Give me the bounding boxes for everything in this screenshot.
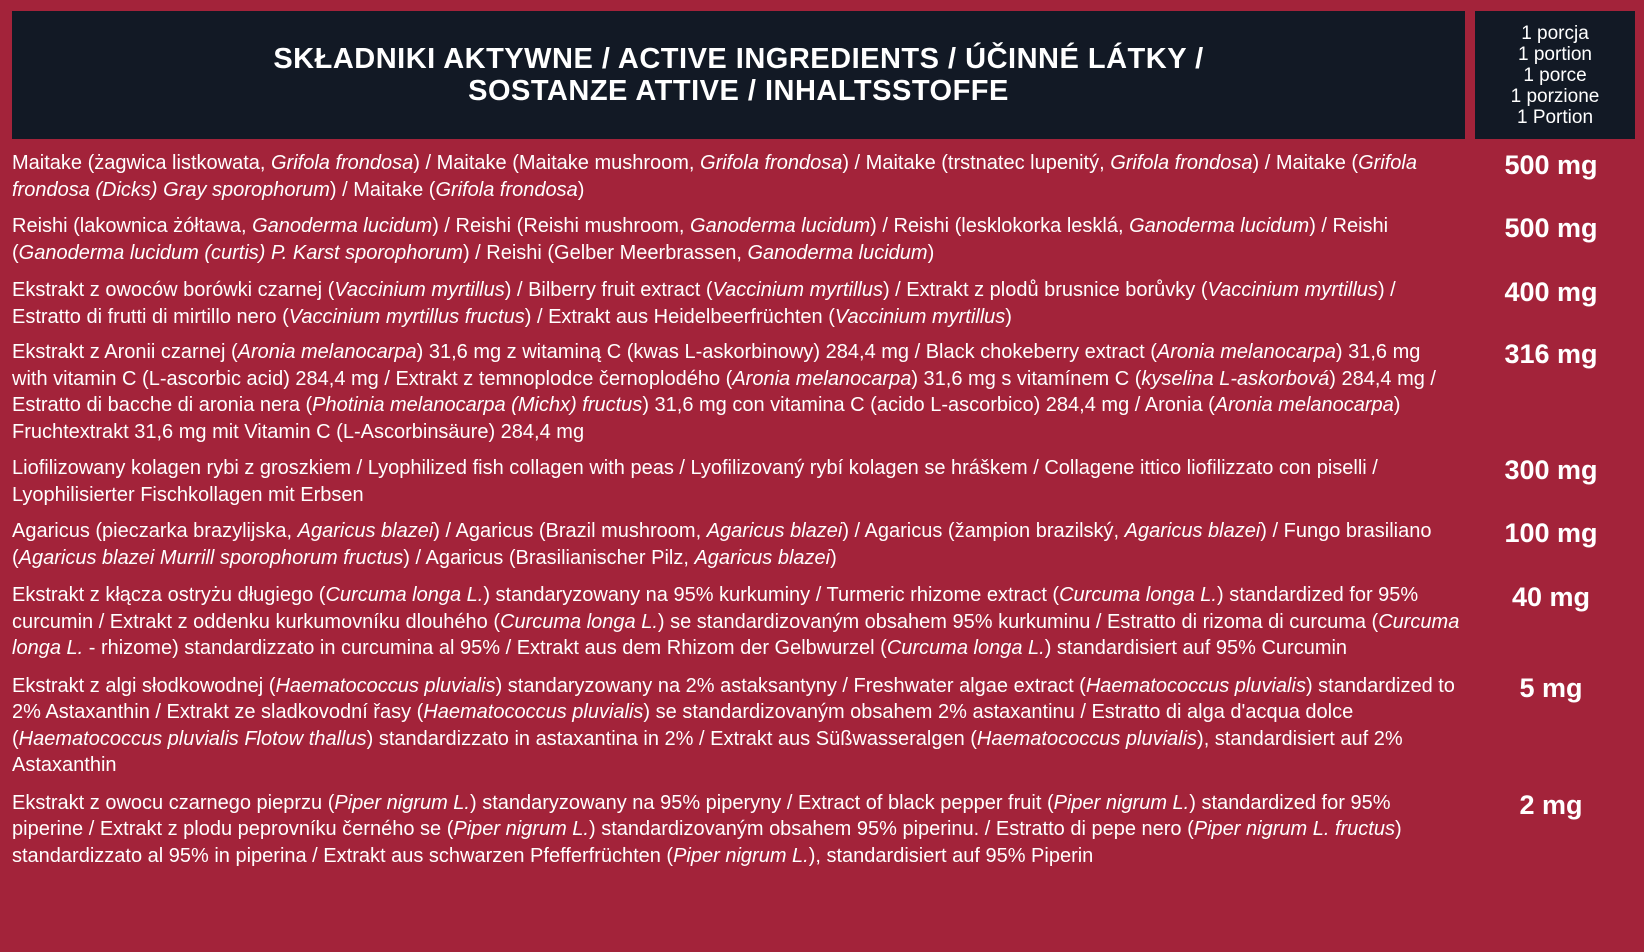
title-line-2: SOSTANZE ATTIVE / INHALTSSTOFFE — [468, 75, 1009, 107]
description-text: ) / Reishi (lesklokorka lesklá, — [870, 215, 1130, 237]
description-text: ) 31,6 mg con vitamina C (acido L-ascorbico) 284,4 mg / Aronia ( — [642, 394, 1215, 416]
table-header-ingredients — [12, 11, 1465, 139]
ingredient-amount: 5 mg — [1519, 672, 1583, 703]
description-text: ) 31,6 mg s vitamínem C ( — [911, 367, 1142, 390]
latin-name: Curcuma longa L. — [1059, 584, 1217, 606]
description-text: ) standardizovaným obsahem 95% piperinu. / Estratto di pepe nero ( — [588, 818, 1194, 840]
table-row — [12, 673, 1635, 779]
table-row — [12, 455, 1635, 508]
latin-name: Curcuma longa L. — [12, 610, 1460, 659]
description-text: ) — [927, 241, 935, 264]
description-text: Ekstrakt z algi słodkowodnej ( — [12, 674, 276, 697]
description-text: ) standardized to 2% Astaxanthin / Extrakt ze sladkovodní řasy ( — [12, 674, 1455, 723]
description-text: ) standardizzato in astaxantina in 2% / Extrakt aus Süßwasseralgen ( — [366, 727, 977, 750]
description-text: ) se standardizovaným obsahem 95% kurkuminu / Estratto di rizoma di curcuma ( — [657, 610, 1379, 633]
latin-name: Agaricus blazei — [1124, 520, 1261, 542]
description-text: ) / Estratto di frutti di mirtillo nero ( — [12, 279, 1396, 328]
description-text: - rhizome) standardizzato in curcumina al 95% / Extrakt aus dem Rhizom der Gelbwurzel ( — [83, 637, 887, 659]
description-text: ) / Maitake (trstnatec lupenitý, — [842, 152, 1111, 174]
description-text: ) standardisiert auf 95% Curcumin — [1044, 637, 1348, 659]
description-text: Maitake (żagwica listkowata, — [12, 152, 271, 174]
ingredient-amount: 300 mg — [1504, 455, 1598, 485]
description-text: ) / Extrakt aus Heidelbeerfrüchten ( — [524, 305, 835, 328]
title-line-1: SKŁADNIKI AKTYWNE / ACTIVE INGREDIENTS / ÚČINNÉ LÁTKY / — [273, 43, 1204, 75]
description-text: ) / Maitake ( — [1252, 152, 1359, 174]
latin-name: Curcuma longa L. — [886, 637, 1045, 659]
latin-name: Piper nigrum L. — [673, 844, 809, 867]
latin-name: Vaccinium myrtillus — [712, 279, 883, 301]
description-text: ) / Agaricus (žampion brazilský, — [842, 520, 1125, 542]
table-row — [12, 582, 1635, 662]
table-row — [12, 339, 1635, 445]
latin-name: Curcuma longa L. — [500, 610, 658, 633]
table-row — [12, 790, 1635, 870]
portion-label-pl: 1 porcja — [1521, 22, 1589, 44]
ingredient-amount: 40 mg — [1511, 582, 1591, 612]
ingredient-description — [12, 455, 1467, 508]
latin-name: Agaricus blazei — [297, 520, 434, 542]
description-text: Agaricus (pieczarka brazylijska, — [12, 520, 298, 542]
latin-name: Piper nigrum L. — [334, 791, 470, 814]
latin-name: Ganoderma lucidum (curtis) P. Karst sporophorum — [18, 241, 463, 264]
description-text: ) / Reishi (Gelber Meerbrassen, — [462, 241, 748, 264]
ingredient-description — [12, 790, 1467, 870]
table-row — [12, 150, 1635, 203]
ingredient-description — [12, 673, 1467, 779]
latin-name: Aronia melanocarpa — [1156, 341, 1336, 363]
table-row — [12, 213, 1635, 266]
latin-name: Aronia melanocarpa — [237, 341, 417, 363]
description-text: ) / Fungo brasiliano ( — [12, 520, 1432, 569]
latin-name: Haematococcus pluvialis — [275, 674, 496, 697]
description-text: Ekstrakt z Aronii czarnej ( — [12, 341, 238, 363]
portion-label-en: 1 portion — [1518, 43, 1592, 65]
description-text: Reishi (lakownica żółtawa, — [12, 215, 253, 237]
description-text: Ekstrakt z owoców borówki czarnej ( — [12, 279, 335, 301]
table-row — [12, 277, 1635, 330]
ingredient-description — [12, 518, 1467, 571]
latin-name: Vaccinium myrtillus — [1207, 279, 1378, 301]
ingredient-description — [12, 213, 1467, 266]
description-text: ) / Maitake (Maitake mushroom, — [413, 152, 701, 174]
latin-name: Aronia melanocarpa — [1214, 394, 1394, 416]
ingredient-description — [12, 339, 1467, 445]
ingredients-table-body — [12, 150, 1635, 869]
description-text: ) / Reishi (Reishi mushroom, — [432, 215, 691, 237]
description-text: ) se standardizovaným obsahem 2% astaxantinu / Estratto di alga d'acqua dolce ( — [12, 701, 1354, 750]
latin-name: Photinia melanocarpa (Michx) fructus — [312, 394, 643, 416]
ingredient-amount: 316 mg — [1504, 339, 1598, 369]
description-text: ) 31,6 mg with vitamin C (L-ascorbic acid) 284,4 mg / Extrakt z temnoplodce černoplodého ( — [12, 341, 1421, 390]
latin-name: Ganoderma lucidum — [1129, 215, 1310, 237]
ingredient-amount: 100 mg — [1504, 518, 1598, 548]
description-text: ) — [577, 178, 585, 201]
latin-name: Piper nigrum L. — [1053, 791, 1190, 814]
portion-label-de: 1 Portion — [1516, 106, 1594, 128]
ingredient-amount: 400 mg — [1504, 277, 1598, 307]
latin-name: kyselina L-askorbová — [1141, 367, 1330, 390]
latin-name: Haematococcus pluvialis — [1085, 674, 1306, 697]
latin-name: Vaccinium myrtillus fructus — [288, 305, 525, 328]
portion-label-it: 1 porzione — [1510, 85, 1600, 107]
latin-name: Piper nigrum L. — [453, 818, 589, 840]
description-text: ), standardisiert auf 95% Piperin — [808, 844, 1094, 867]
table-row — [12, 518, 1635, 571]
description-text: ) Fruchtextrakt 31,6 mg mit Vitamin C (L-Ascorbinsäure) 284,4 mg — [12, 394, 1401, 443]
latin-name: Agaricus blazei — [706, 520, 843, 542]
description-text: ) / Extrakt z plodů brusnice borůvky ( — [882, 279, 1208, 301]
latin-name: Grifola frondosa (Dicks) Gray sporophorum — [12, 152, 1417, 201]
ingredient-amount: 2 mg — [1519, 789, 1583, 820]
ingredient-description — [12, 150, 1467, 203]
latin-name: Aronia melanocarpa — [732, 367, 912, 390]
latin-name: Grifola frondosa — [1110, 152, 1253, 174]
description-text: ) — [1005, 305, 1012, 328]
latin-name: Grifola frondosa — [270, 152, 414, 174]
ingredient-description — [12, 277, 1467, 330]
ingredient-description — [12, 582, 1467, 662]
description-text: ) 284,4 mg / Estratto di bacche di aronia nera ( — [12, 367, 1436, 416]
description-text: ) 31,6 mg z witaminą C (kwas L-askorbinowy) 284,4 mg / Black chokeberry extract ( — [416, 341, 1157, 363]
description-text: ), standardisiert auf 2% Astaxanthin — [12, 727, 1403, 776]
description-text: Ekstrakt z kłącza ostryżu długiego ( — [12, 584, 326, 606]
description-text: ) standaryzowany na 2% astaksantyny / Freshwater algae extract ( — [495, 674, 1086, 697]
description-text: ) / Reishi ( — [12, 215, 1389, 264]
latin-name: Curcuma longa L. — [325, 584, 484, 606]
description-text: Liofilizowany kolagen rybi z groszkiem / Lyophilized fish collagen with peas / Lyofilizovaný rybí kolagen se hráškem / Collagene ittico liofilizzato con piselli / Lyophilisierter Fischkollagen mit Erbsen — [12, 457, 1378, 506]
description-text: ) / Bilberry fruit extract ( — [504, 279, 713, 301]
description-text: ) / Agaricus (Brazil mushroom, — [433, 520, 707, 542]
table-header-portion — [1475, 11, 1635, 139]
latin-name: Haematococcus pluvialis — [423, 701, 644, 723]
ingredient-amount: 500 mg — [1504, 213, 1598, 243]
latin-name: Agaricus blazei — [694, 546, 831, 569]
table-title — [273, 43, 1203, 107]
latin-name: Ganoderma lucidum — [747, 241, 928, 264]
description-text: ) / Maitake ( — [329, 178, 436, 201]
latin-name: Vaccinium myrtillus — [834, 305, 1006, 328]
description-text: ) standaryzowany na 95% kurkuminy / Turmeric rhizome extract ( — [483, 584, 1060, 606]
latin-name: Haematococcus pluvialis Flotow thallus — [18, 727, 367, 750]
latin-name: Piper nigrum L. fructus — [1193, 818, 1395, 840]
ingredient-amount: 500 mg — [1504, 150, 1598, 180]
portion-label-cz: 1 porce — [1523, 64, 1587, 86]
latin-name: Ganoderma lucidum — [690, 215, 871, 237]
latin-name: Agaricus blazei Murrill sporophorum fructus — [18, 546, 404, 569]
description-text: ) standaryzowany na 95% piperyny / Extract of black pepper fruit ( — [470, 791, 1054, 814]
latin-name: Ganoderma lucidum — [252, 215, 433, 237]
latin-name: Vaccinium myrtillus — [334, 279, 505, 301]
latin-name: Haematococcus pluvialis — [976, 727, 1198, 750]
latin-name: Grifola frondosa — [435, 178, 578, 201]
description-text: ) standardizzato al 95% in piperina / Extrakt aus schwarzen Pfefferfrüchten ( — [12, 818, 1402, 867]
description-text: ) standardized for 95% curcumin / Extrakt z oddenku kurkumovníku dlouhého ( — [12, 584, 1419, 633]
description-text: ) — [830, 546, 837, 569]
latin-name: Grifola frondosa — [700, 152, 843, 174]
description-text: ) / Agaricus (Brasilianischer Pilz, — [403, 546, 695, 569]
description-text: Ekstrakt z owocu czarnego pieprzu ( — [12, 791, 335, 814]
description-text: ) standardized for 95% piperine / Extrakt z plodu peprovníku černého se ( — [12, 791, 1391, 840]
